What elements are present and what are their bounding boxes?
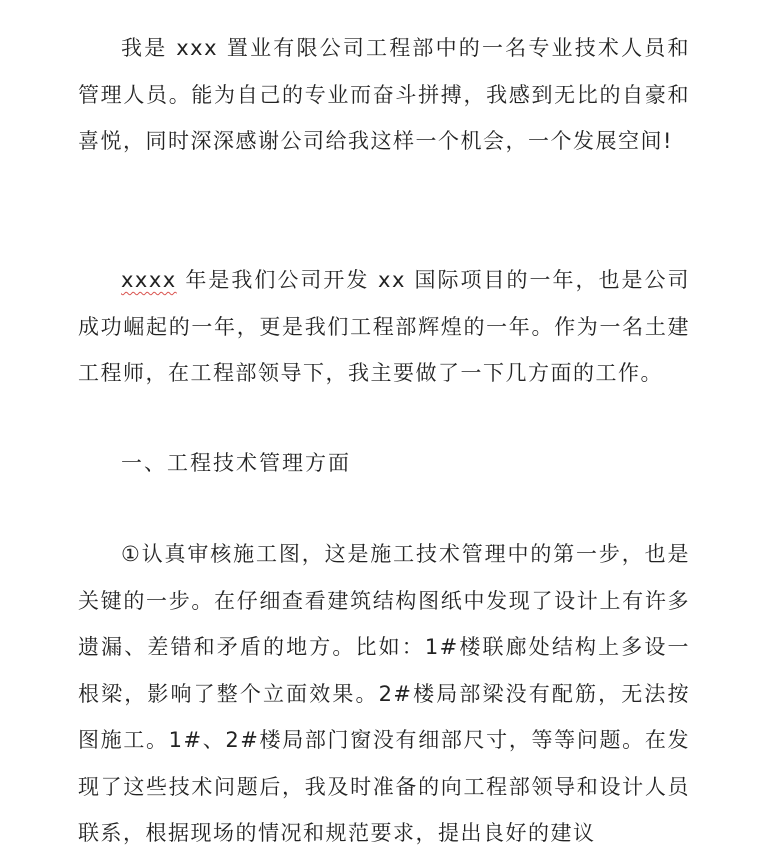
- drawing-review-paragraph: [78, 531, 690, 856]
- section-heading-technical-management: 一、工程技术管理方面: [121, 451, 351, 475]
- year-summary-text: 年是我们公司开发 xx 国际项目的一年，也是公司成功崛起的一年，更是我们工程部辉煌的一年。作为一名土建工程师，在工程部领导下，我主要做了一下几方面的工作。: [78, 268, 690, 385]
- drawing-review-text: ①认真审核施工图，这是施工技术管理中的第一步，也是关键的一步。在仔细查看建筑结构图纸中发现了设计上有许多遗漏、差错和矛盾的地方。比如：1#楼联廊处结构上多设一根梁，影响了整个立面效果。2#楼局部梁没有配筋，无法按图施工。1#、2#楼局部门窗没有细部尺寸，等等问题。在发现了这些技术问题后，我及时准备的向工程部领导和设计人员联系，根据现场的情况和规范要求，提出良好的建议: [78, 542, 690, 845]
- intro-paragraph: [78, 25, 690, 165]
- spellcheck-flagged-word: xxxx: [121, 268, 177, 292]
- intro-paragraph-text: 我是 xxx 置业有限公司工程部中的一名专业技术人员和管理人员。能为自己的专业而奋斗拼搏，我感到无比的自豪和喜悦，同时深深感谢公司给我这样一个机会，一个发展空间!: [78, 36, 690, 153]
- year-summary-paragraph: [78, 257, 690, 397]
